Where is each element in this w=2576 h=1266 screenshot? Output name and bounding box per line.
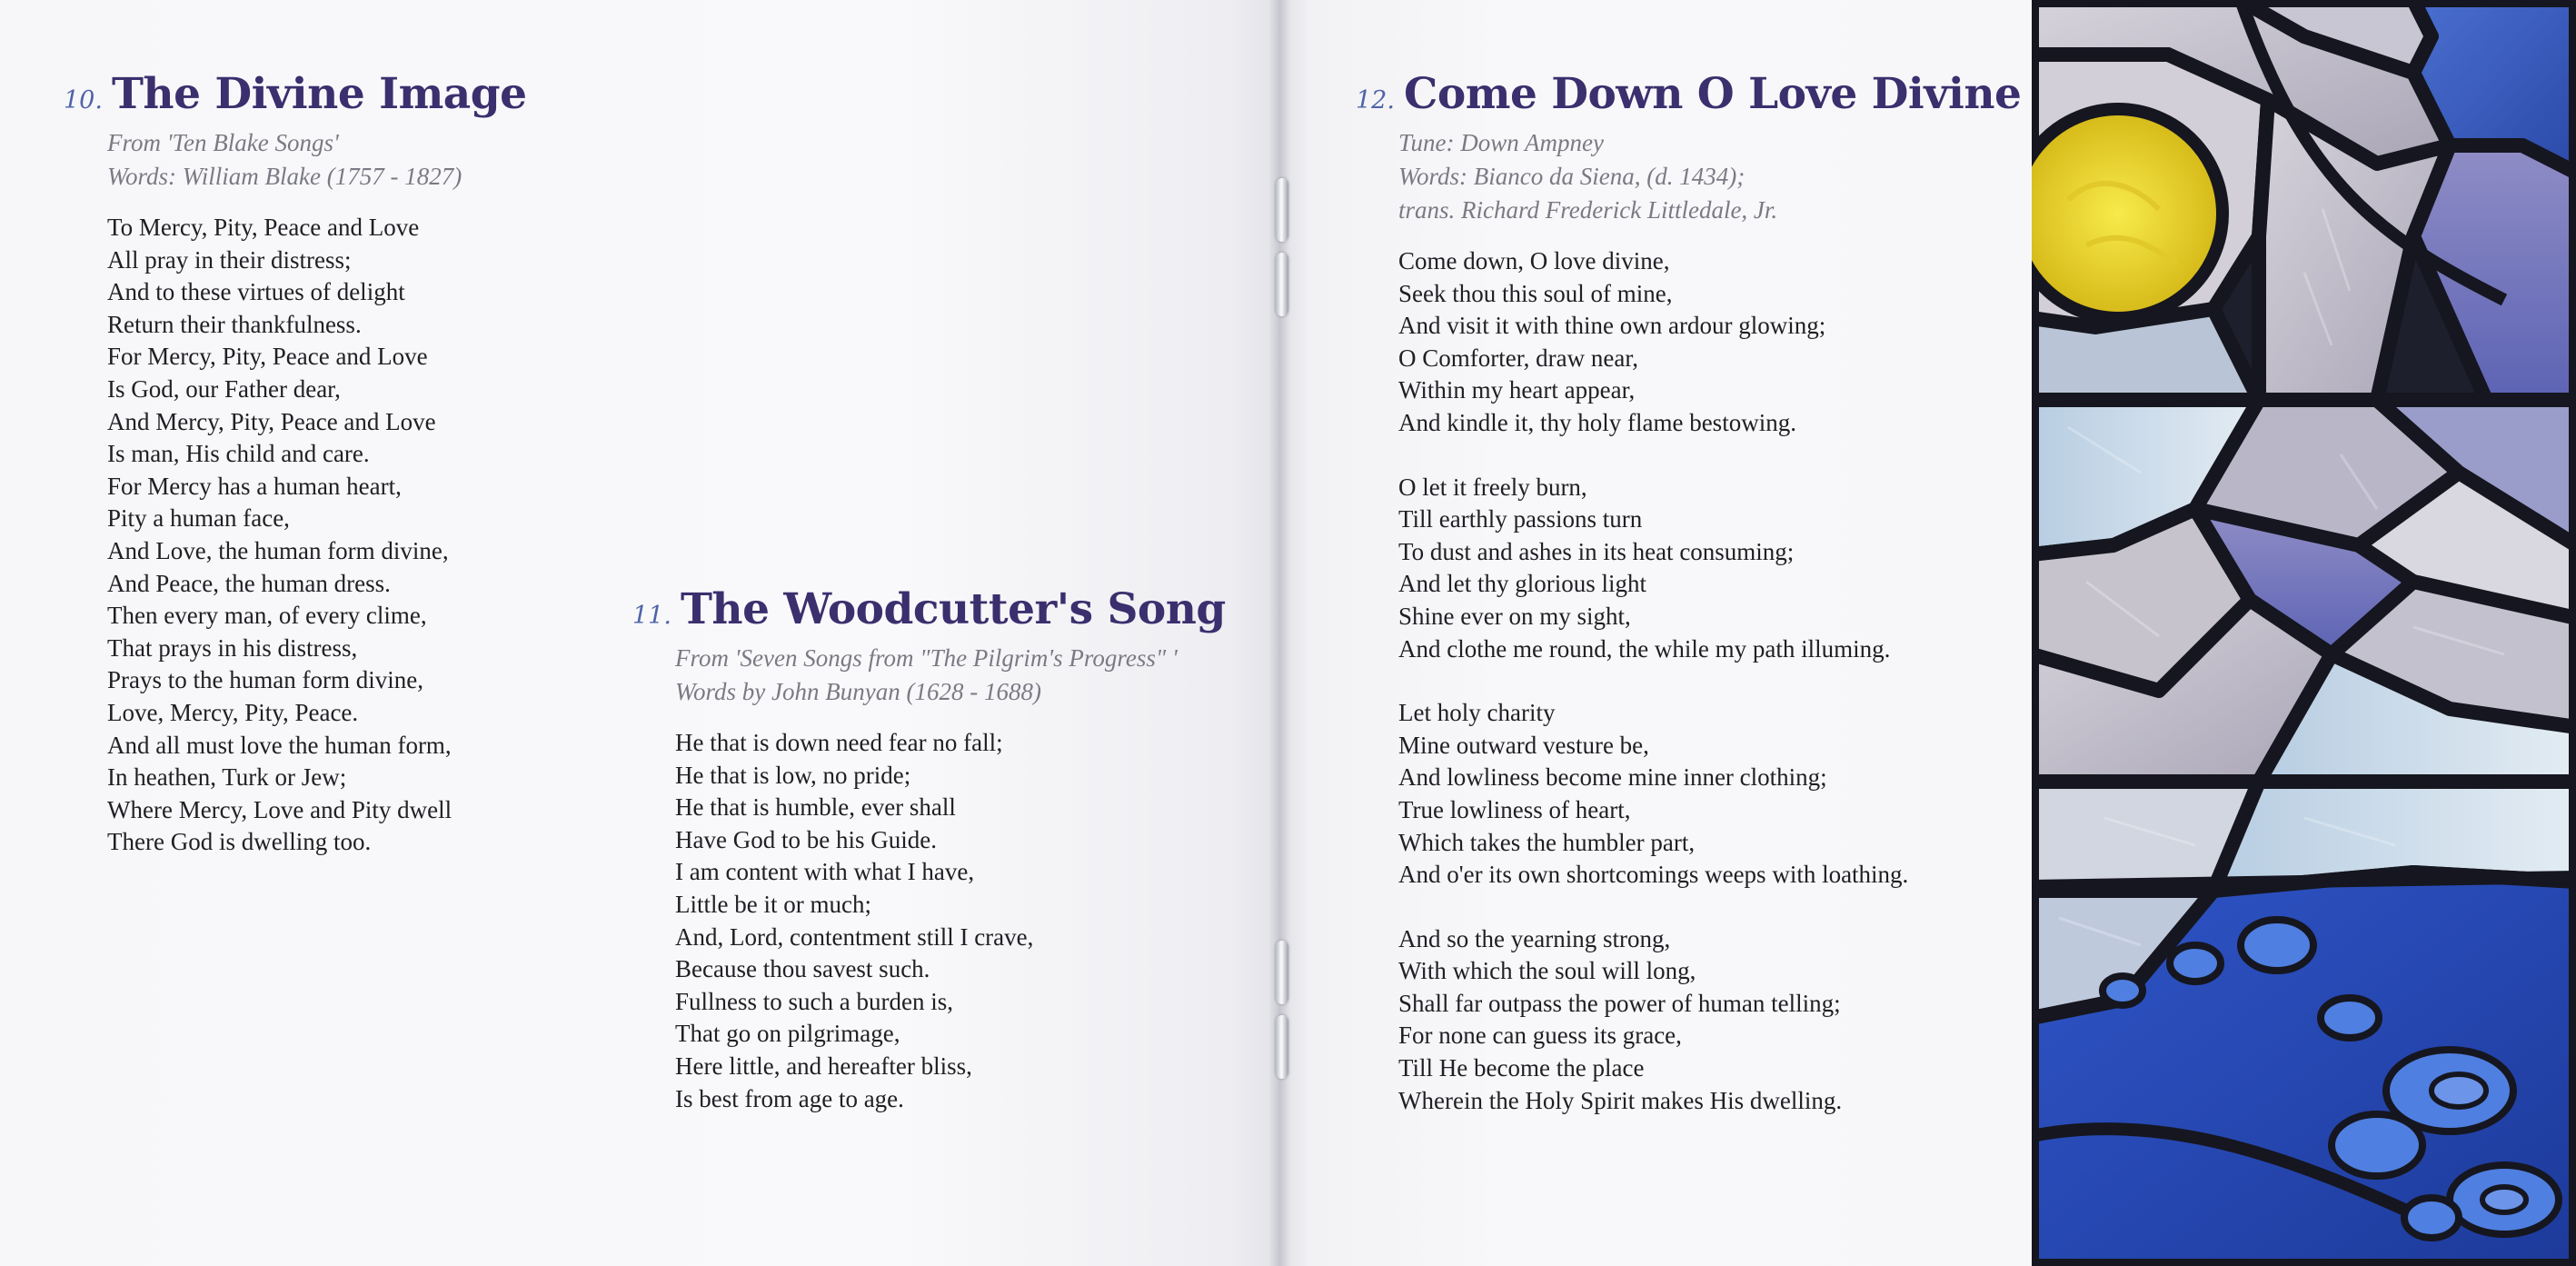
- verse-line: And to these virtues of delight: [107, 278, 405, 306]
- verse-line: Come down, O love divine,: [1398, 247, 1670, 274]
- song-title: The Woodcutter's Song: [680, 584, 1226, 634]
- credit-line: trans. Richard Frederick Littledale, Jr.: [1398, 196, 1778, 224]
- credit-line: Tune: Down Ampney: [1398, 129, 1604, 156]
- verse-line: And Love, the human form divine,: [107, 536, 449, 564]
- song-the-divine-image: [64, 69, 527, 859]
- verse-line: Which takes the humbler part,: [1398, 828, 1696, 856]
- verse-line: Is best from age to age.: [675, 1084, 904, 1112]
- verse-line: Here little, and hereafter bliss,: [675, 1052, 972, 1080]
- credit-line: Words: Bianco da Siena, (d. 1434);: [1398, 163, 1746, 190]
- song-the-woodcutters-song: [632, 584, 1226, 1115]
- verse-line: And lowliness become mine inner clothing;: [1398, 763, 1827, 792]
- verse-line: And kindle it, thy holy flame bestowing.: [1398, 408, 1796, 436]
- verse-line: He that is low, no pride;: [675, 761, 911, 789]
- verse-line: Seek thou this soul of mine,: [1398, 279, 1673, 307]
- verse-line: Is God, our Father dear,: [107, 374, 341, 403]
- stanza: [1398, 923, 2021, 1118]
- credit-line: Words by John Bunyan (1628 - 1688): [675, 678, 1041, 705]
- song-number: 11.: [632, 602, 671, 630]
- verse-line: All pray in their distress;: [107, 245, 352, 274]
- verse-line: Love, Mercy, Pity, Peace.: [107, 698, 359, 726]
- verse-line: To dust and ashes in its heat consuming;: [1398, 537, 1795, 565]
- verse-line: And, Lord, contentment still I crave,: [675, 922, 1034, 951]
- song-header: [1356, 69, 2021, 119]
- stanza: [1398, 472, 2021, 666]
- lyrics: [675, 727, 1226, 1115]
- verse-line: O let it freely burn,: [1398, 473, 1587, 501]
- song-header: [632, 584, 1226, 634]
- verse-line: Pity a human face,: [107, 504, 290, 533]
- staple-top-2: [1276, 253, 1288, 316]
- credit-line: From 'Ten Blake Songs': [107, 129, 339, 156]
- song-credits: [107, 126, 527, 194]
- verse-line: And visit it with thine own ardour glowing;: [1398, 312, 1826, 340]
- verse-line: Let holy charity: [1398, 699, 1556, 727]
- song-title: The Divine Image: [111, 69, 527, 119]
- verse-line: And Peace, the human dress.: [107, 569, 391, 597]
- stanza: [107, 212, 527, 859]
- song-number: 10.: [64, 86, 103, 115]
- verse-line: Fullness to such a burden is,: [675, 987, 953, 1015]
- verse-line: To Mercy, Pity, Peace and Love: [107, 214, 420, 241]
- verse-line: Because thou savest such.: [675, 955, 930, 983]
- verse-line: He that is humble, ever shall: [675, 793, 956, 822]
- staple-bottom-1: [1276, 941, 1288, 1004]
- credit-line: From 'Seven Songs from "The Pilgrim's Progress" ': [675, 644, 1178, 672]
- verse-line: And Mercy, Pity, Peace and Love: [107, 407, 436, 435]
- stained-glass-image: [2032, 0, 2576, 1266]
- stanza: [1398, 697, 2021, 892]
- verse-line: Shall far outpass the power of human telling;: [1398, 989, 1841, 1017]
- verse-line: O Comforter, draw near,: [1398, 344, 1638, 372]
- verse-line: And let thy glorious light: [1398, 570, 1646, 598]
- verse-line: Prays to the human form divine,: [107, 666, 423, 694]
- verse-line: Where Mercy, Love and Pity dwell: [107, 795, 453, 823]
- verse-line: And clothe me round, the while my path illuming.: [1398, 634, 1891, 663]
- verse-line: I am content with what I have,: [675, 858, 975, 886]
- verse-line: That prays in his distress,: [107, 633, 358, 662]
- verse-line: With which the soul will long,: [1398, 957, 1696, 985]
- stanza: [1398, 245, 2021, 440]
- song-number: 12.: [1356, 86, 1395, 115]
- verse-line: For none can guess its grace,: [1398, 1022, 1682, 1050]
- staple-top-1: [1276, 178, 1288, 242]
- verse-line: Little be it or much;: [675, 890, 871, 918]
- verse-line: Mine outward vesture be,: [1398, 731, 1649, 759]
- verse-line: Return their thankfulness.: [107, 310, 362, 338]
- verse-line: For Mercy has a human heart,: [107, 472, 402, 500]
- song-header: [64, 69, 527, 119]
- verse-line: Then every man, of every clime,: [107, 602, 427, 630]
- verse-line: Till earthly passions turn: [1398, 505, 1643, 533]
- verse-line: Is man, His child and care.: [107, 440, 370, 468]
- verse-line: Till He become the place: [1398, 1054, 1645, 1082]
- song-come-down-o-love-divine: [1356, 69, 2021, 1117]
- lyrics: [107, 212, 527, 859]
- stained-glass-icon: [2032, 0, 2576, 1266]
- song-title: Come Down O Love Divine: [1403, 69, 2022, 119]
- verse-line: And all must love the human form,: [107, 731, 452, 759]
- verse-line: True lowliness of heart,: [1398, 795, 1631, 823]
- verse-line: There God is dwelling too.: [107, 828, 372, 856]
- stanza: [675, 727, 1226, 1115]
- verse-line: For Mercy, Pity, Peace and Love: [107, 343, 428, 371]
- verse-line: Within my heart appear,: [1398, 376, 1636, 404]
- verse-line: In heathen, Turk or Jew;: [107, 763, 347, 792]
- verse-line: He that is down need fear no fall;: [675, 729, 1003, 756]
- song-credits: [1398, 126, 2021, 227]
- verse-line: Shine ever on my sight,: [1398, 602, 1631, 630]
- lyrics: [1398, 245, 2021, 1117]
- verse-line: Wherein the Holy Spirit makes His dwelling.: [1398, 1086, 1843, 1114]
- verse-line: Have God to be his Guide.: [675, 825, 937, 853]
- song-credits: [675, 642, 1226, 709]
- verse-line: And o'er its own shortcomings weeps with loathing.: [1398, 861, 1909, 889]
- verse-line: That go on pilgrimage,: [675, 1020, 900, 1048]
- credit-line: Words: William Blake (1757 - 1827): [107, 163, 462, 190]
- verse-line: And so the yearning strong,: [1398, 924, 1671, 952]
- staple-bottom-2: [1276, 1015, 1288, 1079]
